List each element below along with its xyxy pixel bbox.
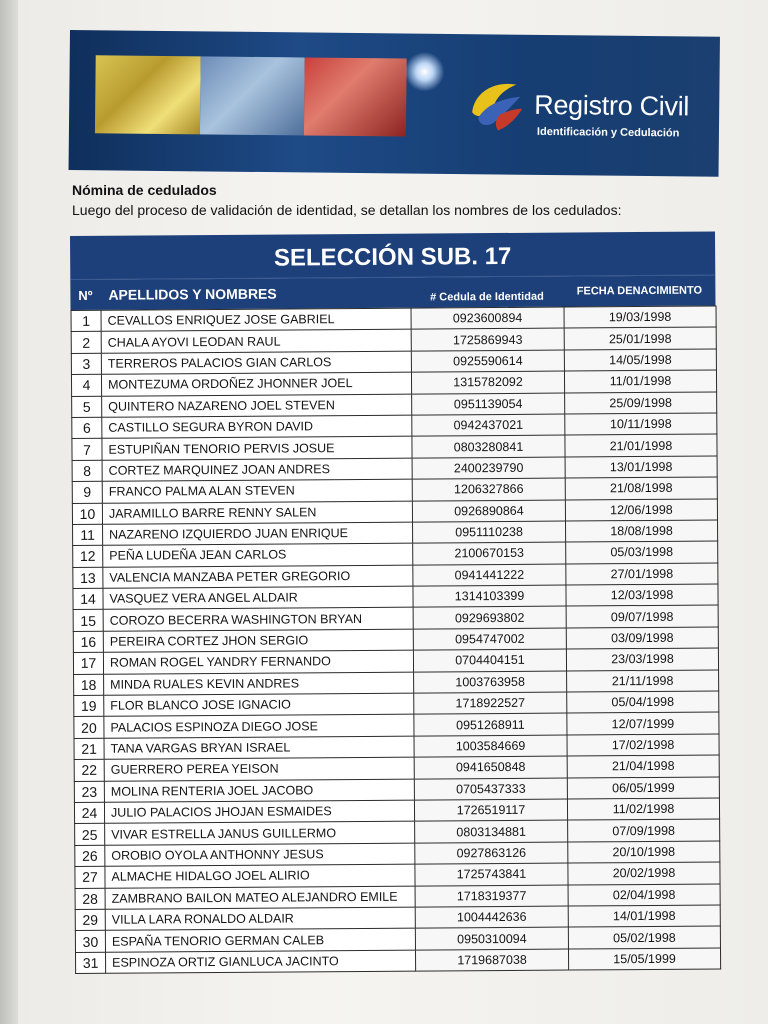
- row-birthdate: 21/04/1998: [567, 755, 719, 777]
- row-number: 10: [72, 503, 102, 525]
- row-name: ESPINOZA ORTIZ GIANLUCA JACINTO: [105, 950, 415, 974]
- row-birthdate: 12/03/1998: [566, 584, 718, 606]
- header-id: # Cedula de Identidad: [430, 290, 544, 304]
- row-name: ALMACHE HIDALGO JOEL ALIRIO: [105, 864, 415, 888]
- row-name: TANA VARGAS BRYAN ISRAEL: [104, 736, 414, 760]
- row-number: 20: [74, 717, 104, 739]
- row-number: 9: [72, 481, 102, 503]
- row-name: CASTILLO SEGURA BYRON DAVID: [102, 415, 412, 439]
- row-number: 16: [73, 631, 103, 653]
- row-number: 22: [74, 759, 104, 781]
- row-id-number: 0951139054: [412, 393, 565, 415]
- row-name: TERREROS PALACIOS GIAN CARLOS: [101, 351, 411, 375]
- table-body: [71, 305, 722, 974]
- row-number: 17: [73, 653, 103, 675]
- row-id-number: 1726519117: [414, 799, 567, 821]
- row-number: 29: [75, 909, 105, 931]
- row-number: 24: [74, 802, 104, 824]
- row-id-number: 0803280841: [412, 435, 565, 457]
- row-name: GUERRERO PEREA YEISON: [104, 757, 414, 781]
- row-name: PEREIRA CORTEZ JHON SERGIO: [103, 629, 413, 653]
- row-birthdate: 21/08/1998: [565, 477, 717, 499]
- row-name: JARAMILLO BARRE RENNY SALEN: [102, 501, 412, 525]
- row-birthdate: 11/01/1998: [564, 370, 716, 392]
- row-birthdate: 10/11/1998: [565, 413, 717, 435]
- document-heading: Nómina de cedulados: [72, 182, 217, 198]
- row-birthdate: 21/11/1998: [567, 670, 719, 692]
- row-birthdate: 15/05/1999: [568, 948, 720, 970]
- row-birthdate: 02/04/1998: [568, 884, 720, 906]
- row-number: 7: [72, 439, 102, 461]
- row-name: VIVAR ESTRELLA JANUS GUILLERMO: [105, 821, 415, 845]
- row-name: CEVALLOS ENRIQUEZ JOSE GABRIEL: [101, 308, 411, 332]
- row-birthdate: 23/03/1998: [566, 648, 718, 670]
- row-birthdate: 09/07/1998: [566, 605, 718, 627]
- row-id-number: 1718319377: [415, 885, 568, 907]
- row-name: VALENCIA MANZABA PETER GREGORIO: [103, 565, 413, 589]
- row-id-number: 0929693802: [413, 607, 566, 629]
- header-number: Nº: [78, 287, 93, 303]
- roster-table: [70, 231, 720, 974]
- row-id-number: 0923600894: [411, 307, 564, 329]
- row-birthdate: 05/04/1998: [567, 691, 719, 713]
- row-number: 28: [75, 888, 105, 910]
- table-row: [76, 948, 721, 974]
- table-header-row: [70, 275, 715, 310]
- row-name: VILLA LARA RONALDO ALDAIR: [105, 907, 415, 931]
- row-id-number: 1718922527: [414, 692, 567, 714]
- row-name: PALACIOS ESPINOZA DIEGO JOSE: [104, 715, 414, 739]
- row-birthdate: 20/02/1998: [568, 862, 720, 884]
- row-name: ESPAÑA TENORIO GERMAN CALEB: [105, 928, 415, 952]
- row-birthdate: 20/10/1998: [568, 841, 720, 863]
- row-birthdate: 14/01/1998: [568, 905, 720, 927]
- header-birthdate-line2: NACIMIENTO: [632, 284, 703, 297]
- row-birthdate: 21/01/1998: [565, 434, 717, 456]
- row-name: FRANCO PALMA ALAN STEVEN: [102, 479, 412, 503]
- row-number: 8: [72, 460, 102, 482]
- row-number: 26: [75, 845, 105, 867]
- row-number: 15: [73, 610, 103, 632]
- row-id-number: 0927863126: [415, 842, 568, 864]
- background-edge: [0, 0, 18, 1024]
- row-id-number: 0954747002: [413, 628, 566, 650]
- registro-civil-banner: [69, 30, 720, 177]
- row-id-number: 1725743841: [415, 863, 568, 885]
- row-birthdate: 19/03/1998: [564, 306, 716, 328]
- row-name: FLOR BLANCO JOSE IGNACIO: [104, 693, 414, 717]
- row-birthdate: 27/01/1998: [566, 563, 718, 585]
- row-id-number: 0704404151: [413, 649, 566, 671]
- row-number: 19: [74, 695, 104, 717]
- row-name: CHALA AYOVI LEODAN RAUL: [101, 330, 411, 354]
- row-number: 21: [74, 738, 104, 760]
- row-id-number: 2100670153: [413, 542, 566, 564]
- row-number: 18: [74, 674, 104, 696]
- row-number: 12: [73, 546, 103, 568]
- banner-photo-people: [95, 55, 201, 134]
- row-name: ZAMBRANO BAILON MATEO ALEJANDRO EMILE: [105, 886, 415, 910]
- row-number: 11: [73, 524, 103, 546]
- row-name: VASQUEZ VERA ANGEL ALDAIR: [103, 586, 413, 610]
- row-number: 30: [75, 931, 105, 953]
- row-name: JULIO PALACIOS JHOJAN ESMAIDES: [104, 800, 414, 824]
- row-number: 3: [71, 353, 101, 375]
- row-name: CORTEZ MARQUINEZ JOAN ANDRES: [102, 458, 412, 482]
- document-intro: Luego del proceso de validación de identidad, se detallan los nombres de los cedulados:: [72, 202, 622, 218]
- row-birthdate: 05/02/1998: [568, 926, 720, 948]
- banner-photo-office: [200, 56, 305, 135]
- row-birthdate: 03/09/1998: [566, 627, 718, 649]
- row-birthdate: 12/07/1999: [567, 712, 719, 734]
- row-birthdate: 17/02/1998: [567, 734, 719, 756]
- row-number: 23: [74, 781, 104, 803]
- header-birthdate-line1: FECHA DE: [576, 284, 633, 297]
- header-birthdate: [563, 275, 715, 306]
- row-number: 13: [73, 567, 103, 589]
- row-birthdate: 14/05/1998: [564, 349, 716, 371]
- row-name: MINDA RUALES KEVIN ANDRES: [104, 672, 414, 696]
- row-number: 5: [72, 396, 102, 418]
- row-id-number: 0941650848: [414, 756, 567, 778]
- row-birthdate: 11/02/1998: [567, 798, 719, 820]
- row-id-number: 1725869943: [411, 328, 564, 350]
- row-id-number: 0803134881: [415, 820, 568, 842]
- row-birthdate: 07/09/1998: [568, 819, 720, 841]
- header-name: APELLIDOS Y NOMBRES: [108, 285, 277, 303]
- banner-subtitle: Identificación y Cedulación: [536, 125, 680, 140]
- row-number: 31: [76, 952, 106, 974]
- row-birthdate: 12/06/1998: [565, 499, 717, 521]
- row-birthdate: 25/09/1998: [565, 392, 717, 414]
- row-name: PEÑA LUDEÑA JEAN CARLOS: [103, 543, 413, 567]
- row-id-number: 1315782092: [411, 371, 564, 393]
- row-name: NAZARENO IZQUIERDO JUAN ENRIQUE: [103, 522, 413, 546]
- row-id-number: 1314103399: [413, 585, 566, 607]
- row-id-number: 0925590614: [411, 350, 564, 372]
- banner-light-flare: [404, 52, 444, 92]
- row-id-number: 0926890864: [412, 500, 565, 522]
- row-name: COROZO BECERRA WASHINGTON BRYAN: [103, 608, 413, 632]
- row-number: 2: [71, 332, 101, 354]
- row-id-number: 0942437021: [412, 414, 565, 436]
- row-id-number: 1719687038: [415, 949, 568, 971]
- row-id-number: 1003763958: [414, 671, 567, 693]
- row-birthdate: 18/08/1998: [566, 520, 718, 542]
- row-number: 1: [71, 310, 101, 332]
- row-id-number: 0951110238: [413, 521, 566, 543]
- row-number: 25: [75, 824, 105, 846]
- banner-title: Registro Civil: [534, 89, 690, 122]
- row-id-number: 0951268911: [414, 713, 567, 735]
- row-name: ROMAN ROGEL YANDRY FERNANDO: [103, 650, 413, 674]
- row-id-number: 1004442636: [415, 906, 568, 928]
- row-id-number: 1003584669: [414, 735, 567, 757]
- row-number: 27: [75, 866, 105, 888]
- row-birthdate: 06/05/1999: [567, 777, 719, 799]
- row-name: OROBIO OYOLA ANTHONNY JESUS: [105, 843, 415, 867]
- row-id-number: 0950310094: [415, 927, 568, 949]
- row-number: 4: [71, 374, 101, 396]
- row-id-number: 0941441222: [413, 564, 566, 586]
- row-name: QUINTERO NAZARENO JOEL STEVEN: [102, 394, 412, 418]
- row-id-number: 2400239790: [412, 457, 565, 479]
- row-id-number: 1206327866: [412, 478, 565, 500]
- row-birthdate: 13/01/1998: [565, 456, 717, 478]
- row-number: 14: [73, 588, 103, 610]
- row-name: MOLINA RENTERIA JOEL JACOBO: [104, 779, 414, 803]
- row-birthdate: 05/03/1998: [566, 541, 718, 563]
- banner-photo-building: [304, 57, 407, 136]
- table-title: SELECCIÓN SUB. 17: [70, 231, 715, 280]
- row-name: MONTEZUMA ORDOÑEZ JHONNER JOEL: [101, 372, 411, 396]
- row-number: 6: [72, 417, 102, 439]
- registro-civil-logo-icon: [464, 74, 527, 135]
- row-name: ESTUPIÑAN TENORIO PERVIS JOSUE: [102, 436, 412, 460]
- row-id-number: 0705437333: [414, 778, 567, 800]
- row-birthdate: 25/01/1998: [564, 327, 716, 349]
